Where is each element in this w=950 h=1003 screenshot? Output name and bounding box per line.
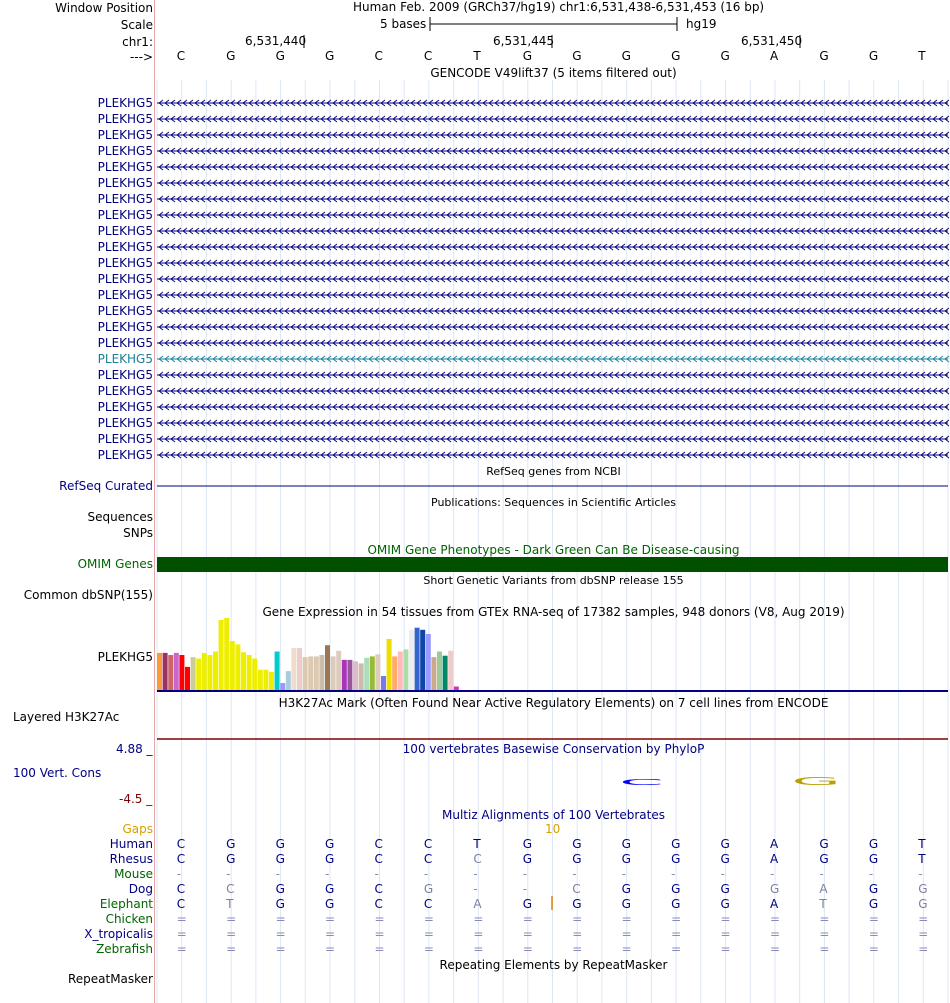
gtex-tissue-bar bbox=[179, 655, 184, 690]
publications-track-title: Publications: Sequences in Scientific Articles bbox=[431, 496, 676, 509]
omim-gene-bar bbox=[157, 557, 948, 572]
base-letter: C bbox=[374, 49, 383, 63]
gtex-tissue-bar bbox=[163, 653, 168, 690]
multiz-base: - bbox=[473, 882, 478, 896]
multiz-base: G bbox=[918, 897, 928, 911]
gencode-transcript-label[interactable]: PLEKHG5 bbox=[97, 304, 153, 318]
multiz-base: = bbox=[819, 912, 830, 926]
multiz-base: G bbox=[572, 897, 582, 911]
multiz-base: G bbox=[423, 882, 434, 896]
multiz-base: = bbox=[522, 927, 533, 941]
multiz-base: = bbox=[374, 927, 385, 941]
gtex-tissue-bar bbox=[347, 660, 352, 690]
multiz-base: C bbox=[572, 882, 581, 896]
multiz-base: = bbox=[473, 912, 484, 926]
gencode-transcript-label[interactable]: PLEKHG5 bbox=[97, 352, 153, 366]
multiz-base: = bbox=[868, 927, 879, 941]
scale-value: 5 bases bbox=[380, 17, 427, 31]
gtex-tissue-bar bbox=[342, 660, 347, 690]
gtex-tissue-bar bbox=[336, 651, 341, 690]
gtex-tissue-bar bbox=[454, 687, 459, 691]
multiz-base: = bbox=[918, 927, 929, 941]
multiz-base: G bbox=[275, 897, 285, 911]
gtex-tissue-bar bbox=[392, 656, 397, 690]
multiz-base: = bbox=[275, 912, 286, 926]
multiz-base: = bbox=[522, 942, 533, 956]
multiz-base: G bbox=[671, 837, 681, 851]
multiz-base: = bbox=[671, 927, 682, 941]
gtex-tissue-bar bbox=[213, 652, 218, 691]
multiz-base: G bbox=[572, 852, 582, 866]
multiz-base: = bbox=[325, 942, 336, 956]
multiz-species-label[interactable]: Human bbox=[109, 837, 153, 851]
multiz-base: G bbox=[522, 897, 533, 911]
phylop-min-label: -4.5 _ bbox=[119, 792, 153, 806]
multiz-base: - bbox=[423, 867, 429, 881]
gtex-tissue-bar bbox=[224, 618, 229, 690]
multiz-base: C bbox=[423, 852, 433, 866]
multiz-base: T bbox=[226, 897, 234, 911]
multiz-base: - bbox=[374, 867, 379, 881]
multiz-base: = bbox=[868, 942, 879, 956]
multiz-base: = bbox=[671, 912, 682, 926]
ruler-tick-label: 6,531,440 bbox=[245, 34, 307, 48]
multiz-base: C bbox=[423, 897, 433, 911]
gtex-tissue-bar bbox=[263, 670, 268, 690]
multiz-base: - bbox=[522, 882, 528, 896]
gtex-tissue-bar bbox=[168, 655, 173, 690]
gtex-tissue-bar bbox=[291, 648, 296, 690]
multiz-base: G bbox=[720, 897, 730, 911]
multiz-base: = bbox=[572, 927, 583, 941]
repeatmasker-track-label[interactable]: RepeatMasker bbox=[67, 972, 153, 986]
gencode-track-title: GENCODE V49lift37 (5 items filtered out) bbox=[430, 66, 677, 80]
multiz-base: A bbox=[819, 882, 828, 896]
multiz-base: - bbox=[819, 867, 824, 881]
multiz-base: G bbox=[325, 897, 335, 911]
gtex-tissue-bar bbox=[420, 630, 425, 690]
base-letter: G bbox=[819, 49, 829, 63]
multiz-base: G bbox=[621, 897, 631, 911]
multiz-base: C bbox=[374, 837, 383, 851]
gtex-tissue-bar bbox=[303, 657, 308, 690]
multiz-base: G bbox=[325, 882, 335, 896]
gtex-track-label[interactable]: PLEKHG5 bbox=[97, 650, 153, 664]
gencode-transcript-label[interactable]: PLEKHG5 bbox=[97, 176, 153, 190]
multiz-base: C bbox=[374, 882, 383, 896]
gencode-transcript-label[interactable]: PLEKHG5 bbox=[97, 368, 153, 382]
multiz-base: G bbox=[819, 852, 829, 866]
multiz-base: G bbox=[621, 882, 631, 896]
multiz-base: T bbox=[473, 837, 481, 851]
gtex-tissue-bar bbox=[286, 671, 291, 690]
gencode-transcript-label[interactable]: PLEKHG5 bbox=[97, 224, 153, 238]
multiz-base: = bbox=[918, 942, 929, 956]
multiz-base: = bbox=[374, 912, 385, 926]
multiz-base: A bbox=[769, 837, 779, 851]
multiz-base: G bbox=[226, 837, 236, 851]
multiz-base: C bbox=[374, 852, 383, 866]
multiz-base: G bbox=[522, 837, 533, 851]
gtex-tissue-bar bbox=[381, 676, 386, 690]
multiz-base: C bbox=[473, 852, 482, 866]
multiz-base: = bbox=[868, 912, 879, 926]
multiz-base: A bbox=[769, 852, 779, 866]
phylop-base-logo: C bbox=[619, 777, 664, 787]
gtex-tissue-bar bbox=[252, 659, 257, 691]
omim-track-title: OMIM Gene Phenotypes - Dark Green Can Be Disease-causing bbox=[367, 543, 740, 557]
phylop-track-label[interactable]: 100 Vert. Cons bbox=[13, 766, 102, 780]
multiz-base: C bbox=[374, 897, 383, 911]
base-letter: C bbox=[176, 49, 186, 63]
window-position-value[interactable]: Human Feb. 2009 (GRCh37/hg19) chr1:6,531,438-6,531,453 (16 bp) bbox=[353, 0, 765, 14]
base-letter: A bbox=[769, 49, 779, 63]
multiz-species-label[interactable]: X_tropicalis bbox=[84, 927, 153, 941]
multiz-base: - bbox=[720, 867, 725, 881]
chrom-label: chr1: bbox=[122, 35, 153, 49]
multiz-base: - bbox=[868, 867, 874, 881]
gtex-tissue-bar bbox=[319, 655, 324, 690]
gtex-tissue-bar bbox=[387, 639, 392, 690]
multiz-base: = bbox=[275, 942, 286, 956]
gencode-transcript-label[interactable]: PLEKHG5 bbox=[97, 96, 153, 110]
multiz-base: = bbox=[473, 942, 484, 956]
multiz-base: = bbox=[671, 942, 682, 956]
multiz-base: G bbox=[275, 837, 285, 851]
multiz-base: - bbox=[621, 867, 626, 881]
gencode-transcript-label[interactable]: PLEKHG5 bbox=[97, 272, 153, 286]
multiz-track-title: Multiz Alignments of 100 Vertebrates bbox=[441, 808, 666, 822]
multiz-base: = bbox=[473, 927, 484, 941]
multiz-base: G bbox=[226, 852, 236, 866]
gtex-tissue-bar bbox=[370, 656, 375, 690]
gtex-tissue-bar bbox=[375, 654, 380, 690]
multiz-base: = bbox=[621, 927, 632, 941]
gtex-tissue-bar bbox=[437, 652, 442, 691]
gtex-tissue-bar bbox=[202, 653, 207, 690]
multiz-base: = bbox=[176, 942, 187, 956]
multiz-base: G bbox=[720, 852, 730, 866]
multiz-base: - bbox=[325, 867, 330, 881]
base-letter: G bbox=[720, 49, 730, 63]
multiz-species-label[interactable]: Zebrafish bbox=[96, 942, 153, 956]
gencode-transcript-label[interactable]: PLEKHG5 bbox=[97, 336, 153, 350]
gencode-transcript-label[interactable]: PLEKHG5 bbox=[97, 384, 153, 398]
multiz-base: = bbox=[720, 927, 731, 941]
multiz-base: C bbox=[226, 882, 235, 896]
base-letter: G bbox=[868, 49, 879, 63]
multiz-base: G bbox=[868, 837, 879, 851]
gtex-tissue-bar bbox=[314, 656, 319, 690]
window-position-label: Window Position bbox=[55, 1, 153, 15]
multiz-base: T bbox=[918, 852, 926, 866]
multiz-base: G bbox=[671, 882, 681, 896]
multiz-base: = bbox=[572, 942, 583, 956]
multiz-base: C bbox=[176, 897, 186, 911]
gtex-tissue-bar bbox=[174, 653, 179, 690]
gtex-tissue-bar bbox=[185, 667, 190, 690]
multiz-base: - bbox=[275, 867, 280, 881]
gtex-tissue-bar bbox=[196, 659, 201, 691]
gtex-tissue-bar bbox=[269, 672, 274, 690]
multiz-base: = bbox=[226, 912, 237, 926]
multiz-base: - bbox=[176, 867, 182, 881]
multiz-base: G bbox=[819, 837, 829, 851]
base-letter: G bbox=[671, 49, 681, 63]
gencode-transcript-label[interactable]: PLEKHG5 bbox=[97, 432, 153, 446]
multiz-species-label[interactable]: Mouse bbox=[114, 867, 153, 881]
multiz-base: - bbox=[918, 867, 923, 881]
phylop-base-logo: G bbox=[791, 775, 841, 788]
multiz-base: = bbox=[522, 912, 533, 926]
repeatmasker-track-title: Repeating Elements by RepeatMasker bbox=[439, 958, 668, 972]
multiz-base: = bbox=[769, 927, 781, 941]
multiz-base: = bbox=[572, 912, 583, 926]
multiz-base: T bbox=[819, 897, 827, 911]
phylop-max-label: 4.88 _ bbox=[116, 742, 153, 756]
multiz-base: = bbox=[423, 927, 434, 941]
multiz-base: A bbox=[473, 897, 482, 911]
multiz-base: - bbox=[572, 867, 577, 881]
multiz-base: C bbox=[176, 852, 186, 866]
gtex-tissue-bar bbox=[235, 645, 240, 691]
multiz-base: = bbox=[621, 912, 632, 926]
gtex-tissue-bar bbox=[398, 652, 403, 691]
h3k27ac-track-label[interactable]: Layered H3K27Ac bbox=[13, 710, 120, 724]
multiz-base: = bbox=[769, 942, 781, 956]
multiz-species-label[interactable]: Chicken bbox=[105, 912, 153, 926]
phylop-track-title: 100 vertebrates Basewise Conservation by PhyloP bbox=[402, 742, 705, 756]
multiz-base: G bbox=[325, 837, 335, 851]
gtex-tissue-bar bbox=[191, 657, 196, 690]
multiz-base: G bbox=[621, 852, 631, 866]
gtex-tissue-bar bbox=[297, 648, 302, 690]
multiz-base: = bbox=[275, 927, 286, 941]
base-letter: G bbox=[275, 49, 285, 63]
multiz-base: = bbox=[423, 942, 434, 956]
gtex-tissue-bar bbox=[359, 663, 364, 690]
multiz-base: = bbox=[176, 912, 187, 926]
multiz-base: T bbox=[918, 837, 926, 851]
multiz-base: = bbox=[176, 927, 187, 941]
dbsnp-track-title: Short Genetic Variants from dbSNP release 155 bbox=[423, 574, 684, 587]
multiz-base: - bbox=[226, 867, 231, 881]
omim-track-label[interactable]: OMIM Genes bbox=[77, 557, 153, 571]
gtex-tissue-bar bbox=[247, 655, 252, 690]
multiz-species-label[interactable]: Dog bbox=[128, 882, 153, 896]
h3k27ac-track-title: H3K27Ac Mark (Often Found Near Active Regulatory Elements) on 7 cell lines from ENCODE bbox=[278, 696, 829, 710]
multiz-gaps-label[interactable]: Gaps bbox=[122, 822, 153, 836]
multiz-gap-count: 10 bbox=[545, 822, 561, 836]
label-gutter-divider bbox=[154, 0, 155, 1003]
gtex-tissue-bar bbox=[258, 670, 263, 690]
publications-snps-label[interactable]: SNPs bbox=[123, 526, 153, 540]
multiz-base: G bbox=[671, 897, 681, 911]
gtex-tissue-bar bbox=[403, 649, 408, 690]
gtex-tissue-bar bbox=[409, 630, 414, 690]
multiz-base: G bbox=[720, 837, 730, 851]
gtex-tissue-bar bbox=[207, 655, 212, 690]
gtex-tissue-bar bbox=[325, 645, 330, 690]
gtex-tissue-bar bbox=[241, 652, 246, 690]
gtex-tissue-bar bbox=[353, 661, 358, 690]
multiz-base: = bbox=[621, 942, 632, 956]
gtex-tissue-bar bbox=[364, 658, 369, 690]
multiz-base: = bbox=[769, 912, 781, 926]
base-letter: T bbox=[918, 49, 926, 63]
multiz-base: = bbox=[226, 942, 237, 956]
gencode-transcript-label[interactable]: PLEKHG5 bbox=[97, 128, 153, 142]
gencode-transcript-label[interactable]: PLEKHG5 bbox=[97, 112, 153, 126]
multiz-base: = bbox=[819, 927, 830, 941]
gtex-tissue-bar bbox=[426, 634, 431, 690]
gencode-transcript-label[interactable]: PLEKHG5 bbox=[97, 320, 153, 334]
gencode-transcript-label[interactable]: PLEKHG5 bbox=[97, 192, 153, 206]
multiz-base: C bbox=[176, 837, 186, 851]
multiz-base: = bbox=[720, 912, 731, 926]
gtex-tissue-bar bbox=[157, 653, 162, 690]
multiz-base: G bbox=[275, 852, 285, 866]
multiz-base: G bbox=[769, 882, 780, 896]
gencode-transcript-label[interactable]: PLEKHG5 bbox=[97, 448, 153, 462]
base-letter: G bbox=[572, 49, 582, 63]
strand-label: ---> bbox=[129, 50, 153, 64]
gencode-transcript-label[interactable]: PLEKHG5 bbox=[97, 208, 153, 222]
gencode-transcript-label[interactable]: PLEKHG5 bbox=[97, 400, 153, 414]
gencode-transcript-label[interactable]: PLEKHG5 bbox=[97, 144, 153, 158]
multiz-base: G bbox=[325, 852, 335, 866]
multiz-base: G bbox=[918, 882, 928, 896]
multiz-base: = bbox=[918, 912, 929, 926]
multiz-base: - bbox=[671, 867, 676, 881]
multiz-base: = bbox=[423, 912, 434, 926]
base-letter: G bbox=[522, 49, 533, 63]
gtex-tissue-bar bbox=[415, 628, 420, 690]
gtex-tissue-bar bbox=[331, 656, 336, 690]
base-letter: G bbox=[226, 49, 236, 63]
gtex-tissue-bar bbox=[275, 652, 280, 691]
multiz-base: C bbox=[176, 882, 186, 896]
gtex-tissue-bar bbox=[448, 651, 453, 690]
multiz-base: A bbox=[769, 897, 779, 911]
dbsnp-track-label[interactable]: Common dbSNP(155) bbox=[23, 588, 153, 602]
multiz-base: - bbox=[522, 867, 528, 881]
gtex-tissue-bar bbox=[308, 656, 313, 690]
multiz-base: G bbox=[868, 897, 879, 911]
gtex-tissue-bar bbox=[443, 656, 448, 690]
ruler-tick-label: 6,531,450 bbox=[741, 34, 803, 48]
multiz-base: G bbox=[572, 837, 582, 851]
multiz-base: G bbox=[621, 837, 631, 851]
multiz-base: G bbox=[868, 852, 879, 866]
multiz-base: = bbox=[819, 942, 830, 956]
multiz-base: C bbox=[423, 837, 433, 851]
gtex-tissue-bar bbox=[230, 641, 235, 690]
multiz-base: = bbox=[720, 942, 731, 956]
scale-label: Scale bbox=[120, 18, 153, 32]
multiz-base: = bbox=[226, 927, 237, 941]
assembly-label: hg19 bbox=[686, 17, 717, 31]
gtex-tissue-bar bbox=[219, 620, 224, 690]
base-letter: C bbox=[423, 49, 433, 63]
base-letter: T bbox=[473, 49, 481, 63]
multiz-base: G bbox=[275, 882, 285, 896]
multiz-base: G bbox=[720, 882, 730, 896]
refseq-track-title: RefSeq genes from NCBI bbox=[486, 465, 621, 478]
multiz-base: = bbox=[325, 912, 336, 926]
gtex-track-title: Gene Expression in 54 tissues from GTEx RNA-seq of 17382 samples, 948 donors (V8, Aug 2019) bbox=[262, 605, 845, 619]
ruler-tick-label: 6,531,445 bbox=[493, 34, 555, 48]
multiz-base: - bbox=[473, 867, 478, 881]
base-letter: G bbox=[621, 49, 631, 63]
base-letter: G bbox=[325, 49, 335, 63]
gtex-tissue-bar bbox=[431, 657, 436, 690]
gencode-transcript-label[interactable]: PLEKHG5 bbox=[97, 256, 153, 270]
gencode-transcript-label[interactable]: PLEKHG5 bbox=[97, 416, 153, 430]
multiz-species-label[interactable]: Rhesus bbox=[109, 852, 153, 866]
publications-sequences-label[interactable]: Sequences bbox=[87, 510, 153, 524]
gencode-transcript-label[interactable]: PLEKHG5 bbox=[97, 160, 153, 174]
refseq-track-label[interactable]: RefSeq Curated bbox=[59, 479, 153, 493]
multiz-base: = bbox=[325, 927, 336, 941]
multiz-base: = bbox=[374, 942, 385, 956]
multiz-base: G bbox=[868, 882, 879, 896]
multiz-base: G bbox=[522, 852, 533, 866]
multiz-species-label[interactable]: Elephant bbox=[99, 897, 153, 911]
multiz-base: G bbox=[671, 852, 681, 866]
gtex-tissue-bar bbox=[280, 683, 285, 690]
gencode-transcript-label[interactable]: PLEKHG5 bbox=[97, 288, 153, 302]
gencode-transcript-label[interactable]: PLEKHG5 bbox=[97, 240, 153, 254]
multiz-base: - bbox=[769, 867, 775, 881]
